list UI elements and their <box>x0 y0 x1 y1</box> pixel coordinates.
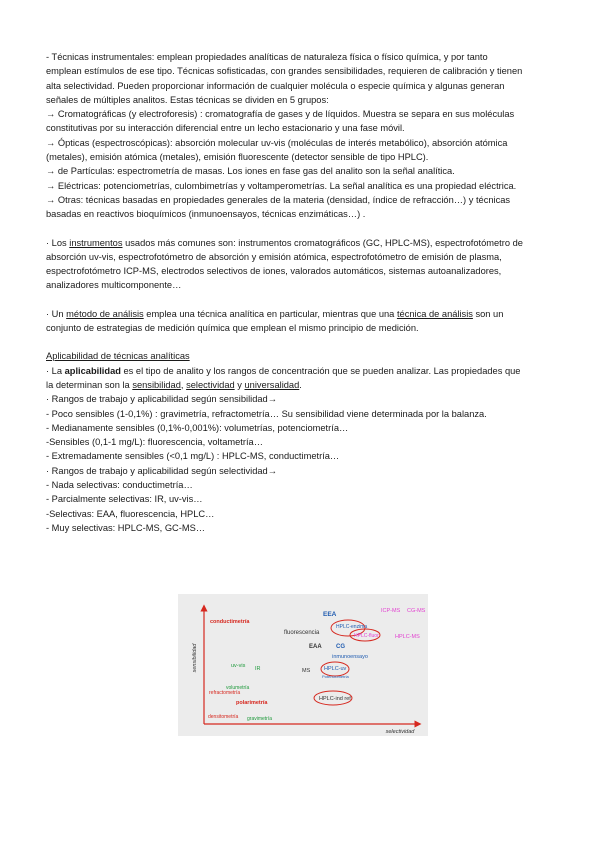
label-hplc-ms: HPLC-MS <box>395 634 420 640</box>
text-line: constitutivas por su interacción diferencial entre un lecho estacionario y una fase móvil. <box>46 123 405 134</box>
label-conductimetria: conductimetría <box>210 619 250 625</box>
section-heading: Aplicabilidad de técnicas analíticas <box>46 351 190 362</box>
label-icp-ms: ICP-MS <box>381 608 401 614</box>
text-line <box>46 307 558 321</box>
label-hplc-ind-ref: HPLC-ind ref <box>319 696 351 702</box>
text-line: → Ópticas (espectroscópicas): absorción molecular uv-vis (moléculas de interés metabólico), absorción atómica <box>46 137 508 148</box>
text-span: · Los <box>46 237 70 248</box>
label-hplc-enzima: HPLC-enzima <box>336 624 368 630</box>
underlined-term: universalidad <box>244 379 300 390</box>
label-polarimetria: polarimetría <box>236 700 268 706</box>
list-item: · Rangos de trabajo y aplicabilidad según selectividad→ <box>46 465 278 476</box>
list-item: · Rangos de trabajo y aplicabilidad según sensibilidad→ <box>46 394 278 405</box>
underlined-term: método de análisis <box>66 308 144 319</box>
label-ms: MS <box>302 668 311 674</box>
text-line: alta selectividad. Pueden proporcionar información de cualquier molécula o especie química y algunas generan <box>46 80 505 91</box>
figure-svg <box>178 594 428 736</box>
text-line: → de Partículas: espectrometría de masas. Los iones en fase gas del analito son la señal analítica. <box>46 166 455 177</box>
text-line: → Otras: técnicas basadas en propiedades generales de la materia (densidad, índice de refracción…) y técnicas <box>46 194 511 205</box>
list-item: -Sensibles (0,1-1 mg/L): fluorescencia, voltametría… <box>46 437 264 448</box>
label-cg-ms: CG-MS <box>407 608 426 614</box>
list-item: - Extremadamente sensibles (<0,1 mg/L) : HPLC-MS, conductimetría… <box>46 451 340 462</box>
label-refractometria: refractometría <box>209 690 241 696</box>
text-line: basadas en reactivos bioquímicos (inmunoensayos, técnicas enzimáticas…) . <box>46 209 366 220</box>
label-ir: IR <box>255 666 261 672</box>
text-span: , <box>180 379 187 390</box>
text-span: emplea una técnica analítica en particular, mientras que una <box>143 308 397 319</box>
text-span: es el tipo de analito y los rangos de concentración que se pueden analizar. Las propiedades que <box>120 365 521 376</box>
text-line: → Cromatográficas (y electroforesis) : cromatografía de gases y de líquidos. Muestra se separa en sus moléculas <box>46 109 515 120</box>
underlined-term: selectividad <box>186 379 235 390</box>
label-gravimetria: gravimetría <box>247 716 273 722</box>
label-potenciometria: Potenciometria <box>322 674 349 679</box>
text-line <box>46 236 558 250</box>
list-item: - Medianamente sensibles (0,1%-0,001%): volumetrías, potenciometría… <box>46 422 349 433</box>
list-item: - Nada selectivas: conductimetría… <box>46 480 193 491</box>
text-line: - Técnicas instrumentales: emplean propiedades analíticas de naturaleza física o físico química, y por tanto <box>46 52 488 62</box>
label-eea: EEA <box>323 611 337 618</box>
list-item: -Selectivas: EAA, fluorescencia, HPLC… <box>46 508 215 519</box>
document-body <box>46 50 558 535</box>
text-line: (metales), emisión atómica (metales), emisión fluorescente (detector sensible de tipo HPLC). <box>46 152 429 163</box>
text-line: absorción uv-vis, espectrofotómetro de absorción y emisión atómica, espectrofotómetro de emisión de plasma, <box>46 251 502 262</box>
text-line <box>46 364 558 378</box>
text-line: conjunto de estrategias de medición química que emplean el mismo principio de medición. <box>46 323 419 334</box>
paragraph-tecnicas-instrumentales <box>46 50 558 222</box>
underlined-term: sensibilidad <box>132 379 181 390</box>
label-uv-vis: uv-vis <box>231 663 246 669</box>
label-inmunoensayo: inmunoensayo <box>332 654 368 660</box>
text-span: · La <box>46 365 65 376</box>
label-hplc-uv: HPLC-uv <box>324 666 347 672</box>
paragraph-instrumentos <box>46 236 558 293</box>
label-fluorescencia: fluorescencia <box>284 630 320 636</box>
underlined-term: instrumentos <box>69 237 123 248</box>
text-line: emplean estímulos de ese tipo. Técnicas sofisticadas, con grandes sensibilidades, requieren de calibración y tienen <box>46 66 523 77</box>
text-line <box>46 378 558 392</box>
text-span: y <box>234 379 245 390</box>
list-item: - Poco sensibles (1-0,1%) : gravimetría, refractometría… Su sensibilidad viene determinada por la balanza. <box>46 408 487 419</box>
y-axis-label: sensibilidad <box>192 643 198 673</box>
text-line: analizadores multicomponente… <box>46 280 182 291</box>
text-span: son un <box>472 308 504 319</box>
bold-term: aplicabilidad <box>64 365 121 376</box>
text-span: usados más comunes son: instrumentos cromatográficos (GC, HPLC-MS), espectrofotómetro de <box>122 237 523 248</box>
paragraph-metodo-analisis <box>46 307 558 336</box>
text-line: → Eléctricas: potenciometrías, culombimetrías y voltamperometrías. La señal analítica es una propiedad eléctrica. <box>46 180 517 191</box>
label-volumetria: volumetría <box>226 685 250 691</box>
x-axis-label: selectividad <box>385 729 415 735</box>
underlined-term: técnica de análisis <box>396 308 473 319</box>
section-aplicabilidad <box>46 349 558 535</box>
text-line: espectrofotómetro ICP-MS, electrodos selectivos de iones, valorados automáticos, sistemas autoanalizadores, <box>46 266 502 277</box>
text-span: la determinan son la <box>46 379 133 390</box>
text-span: · Un <box>46 308 67 319</box>
text-span: . <box>299 379 302 390</box>
text-line: señales de múltiples analitos. Estas técnicas se dividen en 5 grupos: <box>46 94 329 105</box>
label-eaa: EAA <box>309 644 322 650</box>
list-item: - Parcialmente selectivas: IR, uv-vis… <box>46 494 203 505</box>
label-hplc-fluor: HPLC-fluor <box>354 633 379 639</box>
list-item: - Muy selectivas: HPLC-MS, GC-MS… <box>46 522 206 533</box>
label-densitometria: densitometría <box>208 714 239 720</box>
sensitivity-selectivity-figure <box>178 594 428 736</box>
label-cg: CG <box>336 644 345 650</box>
